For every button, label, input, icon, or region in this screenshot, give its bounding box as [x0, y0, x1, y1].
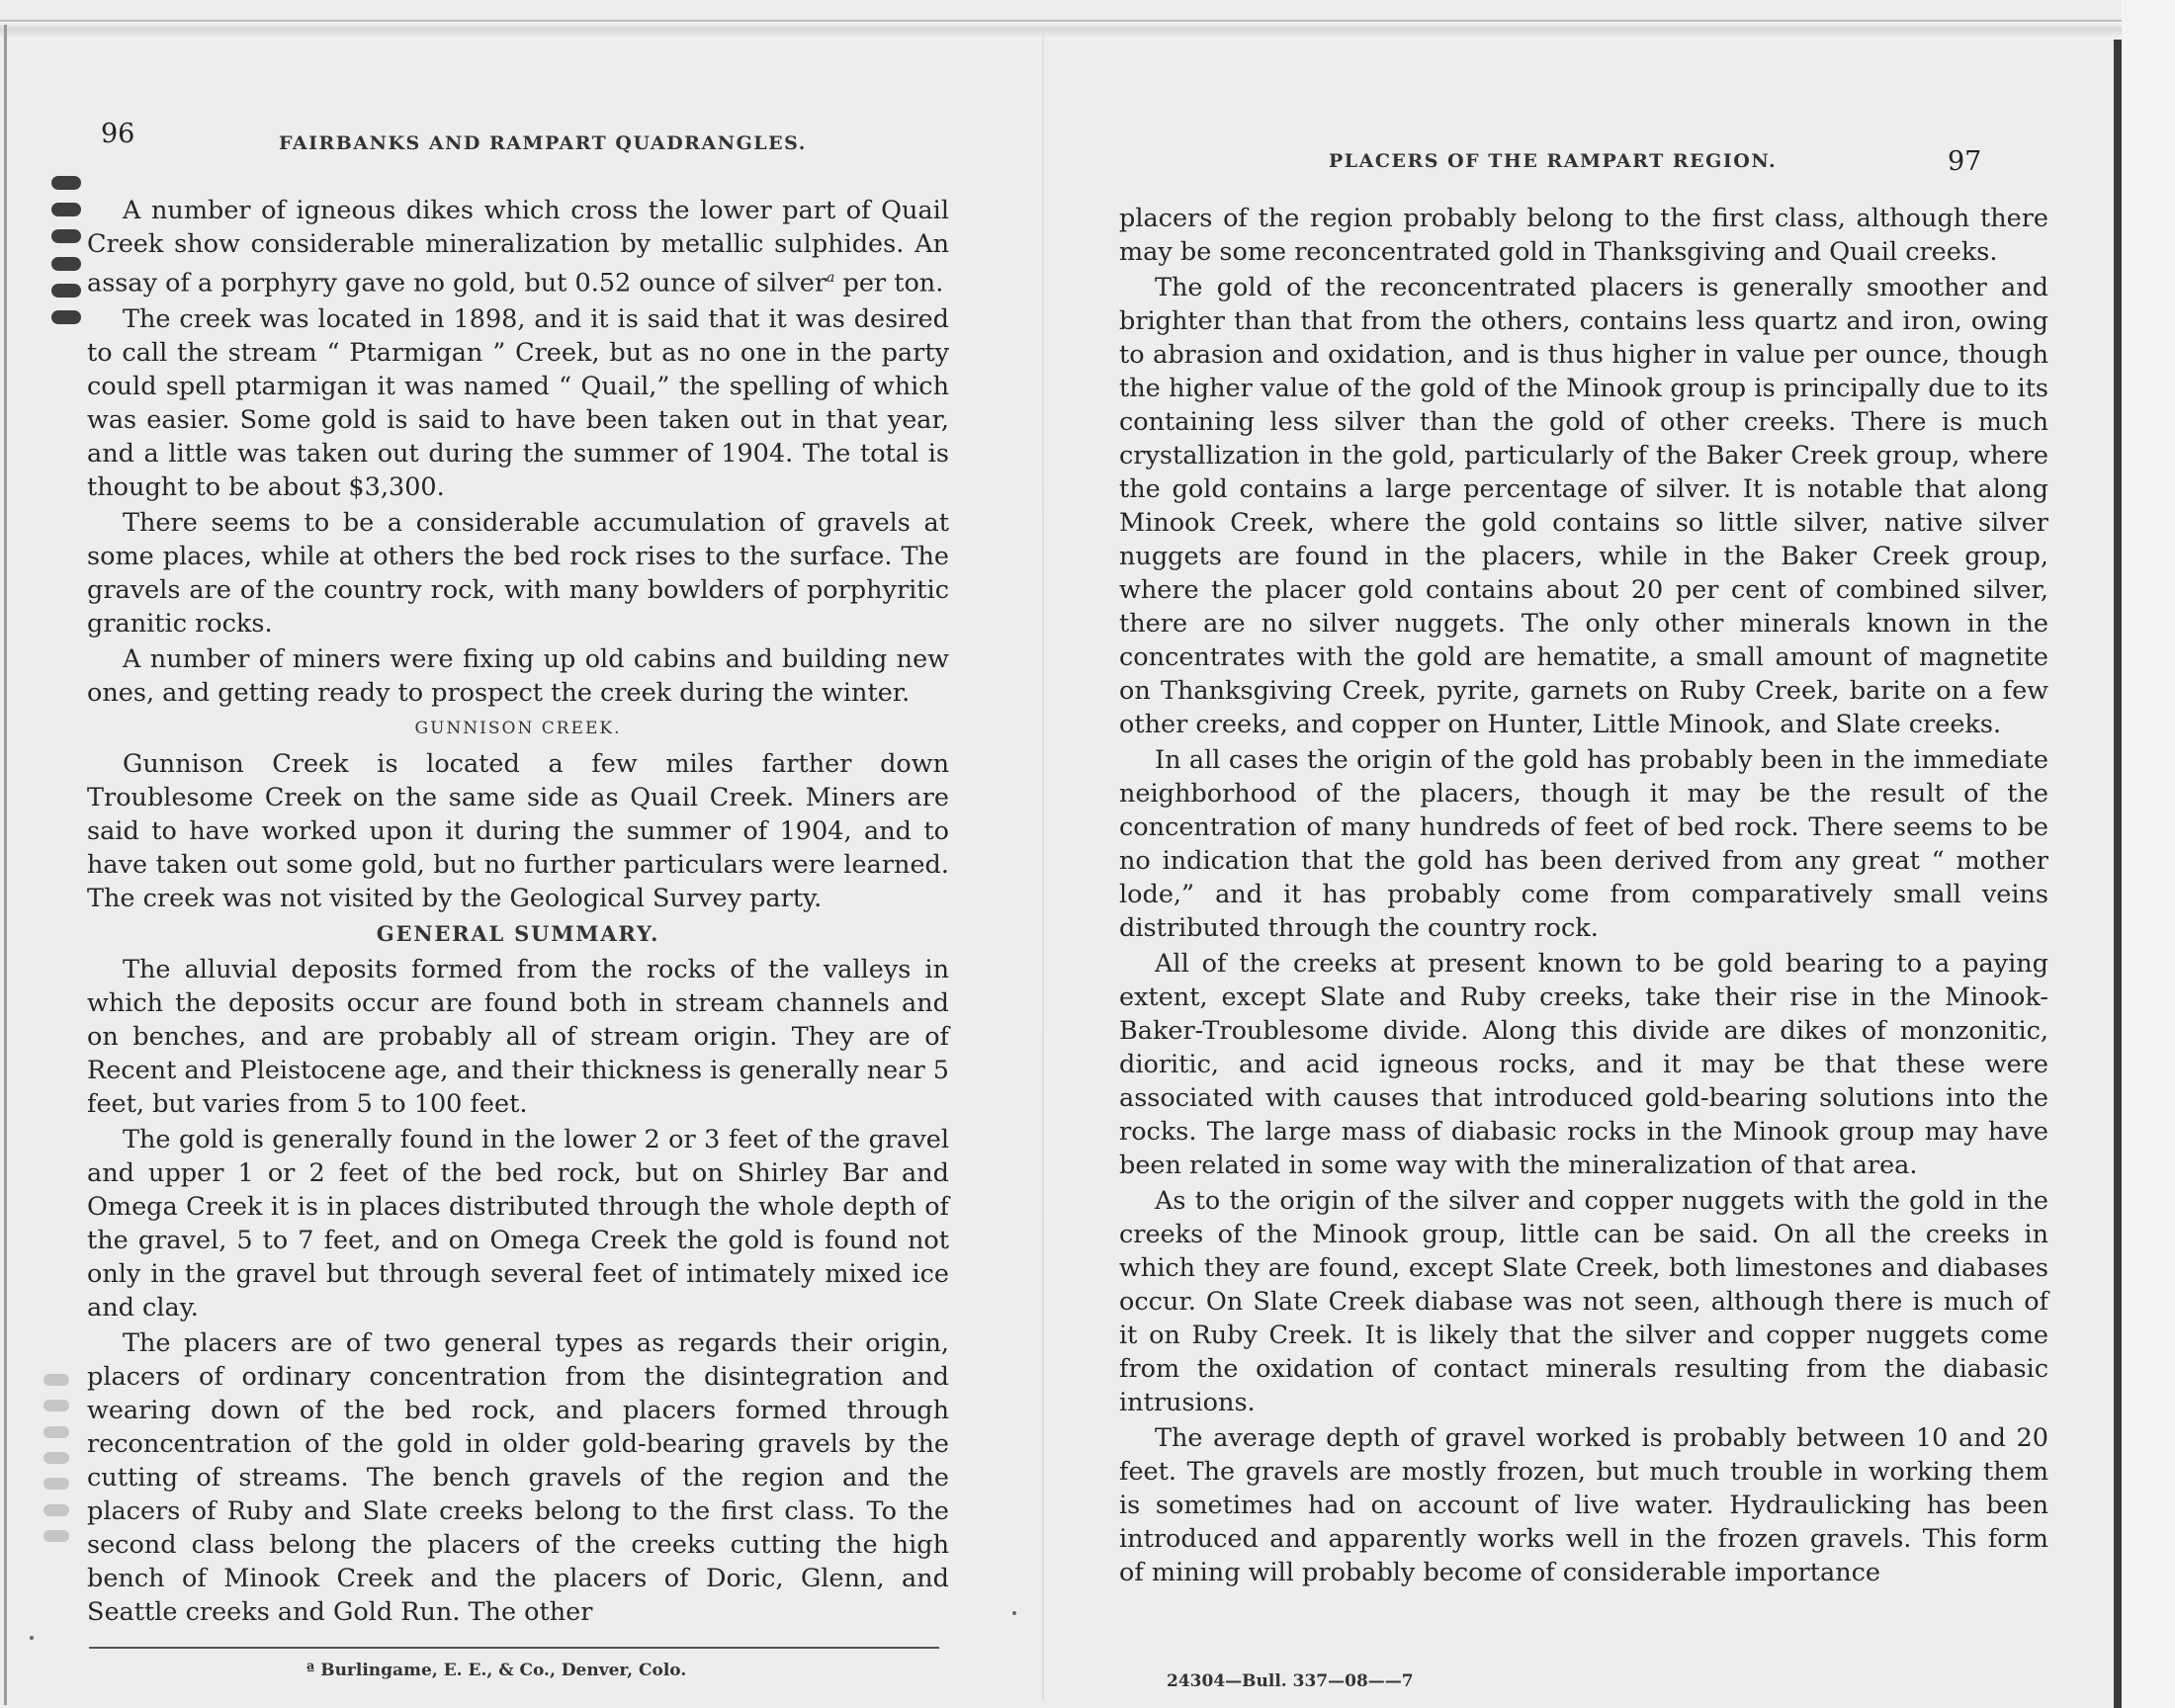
paragraph: All of the creeks at present known to be gold bearing to a paying extent, except Slate and Ruby creeks, take their rise in the Minook-Baker-Troublesome divide. Along this divide are dikes of monzonitic, dioritic, and acid igneous rocks, and it may be that these were associated with causes that introduced gold-bearing solutions into the rocks. The large mass of diabasic rocks in the Minook group may have been related in some way with the mineralization of that area. [1119, 949, 2048, 1180]
footnote-marker: a [826, 270, 835, 286]
paragraph: The placers are of two general types as regards their origin, placers of ordinary concentration from the disintegration and wearing down of the bed rock, and placers formed through reconcentration of the gold in older gold-bearing gravels by the cutting of streams. The bench gravels of the region and the placers of Ruby and Slate creeks belong to the first class. To the second class belong the placers of the creeks cutting the high bench of Minook Creek and the placers of Doric, Glenn, and Seattle creeks and Gold Run. The other [87, 1327, 949, 1627]
scan-speck [1012, 1611, 1016, 1615]
section-heading-gunnison: GUNNISON CREEK. [414, 718, 622, 738]
paragraph-text: A number of igneous dikes which cross the lower part of Quail Creek show considerable mineralization by metallic sulphides. An assay of a porphyry gave no gold, but 0.52 ounce of silver [87, 196, 949, 299]
paragraph: The creek was located in 1898, and it is said that it was desired to call the stream “ Ptarmigan ” Creek, but as no one in the party could spell ptarmigan it was named “ Quail,” the spelling of which was easier. Some gold is said to have been taken out in that year, and a little was taken out during the summer of 1904. The total is thought to be about $3,300. [87, 303, 949, 502]
faint-stamp-mark [44, 1374, 73, 1542]
page-left-edge [4, 25, 7, 1705]
section-heading-summary: GENERAL SUMMARY. [376, 920, 660, 946]
paragraph: The alluvial deposits formed from the rocks of the valleys in which the deposits occur are found both in stream channels and on benches, and are probably all of stream origin. They are of Recent and Pleistocene age, and their thickness is generally near 5 feet, but varies from 5 to 100 feet. [87, 954, 949, 1119]
paragraph: Gunnison Creek is located a few miles farther down Troublesome Creek on the same side as Quail Creek. Miners are said to have worked upon it during the summer of 1904, and to have taken out some gold, but no further particulars were learned. The creek was not visited by the Geological Survey party. [87, 748, 949, 913]
scan-margin [2122, 0, 2175, 1708]
footnote: ª Burlingame, E. E., & Co., Denver, Colo. [306, 1661, 687, 1680]
left-body [87, 194, 949, 1629]
paragraph: A number of miners were fixing up old cabins and building new ones, and getting ready to prospect the creek during the winter. [87, 643, 949, 708]
paragraph-text: per ton. [834, 268, 944, 299]
paragraph: The gold is generally found in the lower 2 or 3 feet of the gravel and upper 1 or 2 feet of the bed rock, but on Shirley Bar and Omega Creek it is in places distributed through the whole depth of the gravel, 5 to 7 feet, and on Omega Creek the gold is found not only in the gravel but through several feet of intimately mixed ice and clay. [87, 1124, 949, 1323]
paragraph [87, 194, 949, 300]
page-right-edge [2114, 40, 2122, 1708]
archive-stamp-mark [51, 176, 91, 324]
page-number: 96 [101, 119, 135, 149]
paragraph: There seems to be a considerable accumulation of gravels at some places, while at others the bed rock rises to the surface. The gravels are of the country rock, with many bowlders of porphyritic granitic rocks. [87, 507, 949, 639]
paragraph: In all cases the origin of the gold has probably been in the immediate neighborhood of the placers, though it may be the result of the concentration of many hundreds of feet of bed rock. There seems to be no indication that the gold has been derived from any great “ mother lode,” and it has probably come from comparatively small veins distributed through the country rock. [1119, 745, 2048, 943]
page-top-edge [0, 20, 2145, 40]
paragraph: The gold of the reconcentrated placers is generally smoother and brighter than that from the others, contains less quartz and iron, owing to abrasion and oxidation, and is thus higher in value per ounce, though the higher value of the gold of the Minook group is principally due to its containing less silver than the gold of other creeks. There is much crystallization in the gold, particularly of the Baker Creek group, where the gold contains a large percentage of silver. It is notable that along Minook Creek, where the gold contains so little silver, native silver nuggets are found in the placers, while in the Baker Creek group, where the placer gold contains about 20 per cent of combined silver, there are no silver nuggets. The only other minerals known in the concentrates with the gold are hematite, a small amount of magnetite on Thanksgiving Creek, pyrite, garnets on Ruby Creek, barite on a few other creeks, and copper on Hunter, Little Minook, and Slate creeks. [1119, 273, 2048, 739]
running-head: PLACERS OF THE RAMPART REGION. [1329, 150, 1778, 172]
footnote-rule [89, 1647, 939, 1649]
paragraph: As to the origin of the silver and copper nuggets with the gold in the creeks of the Minook group, little can be said. On all the creeks in which they are found, except Slate Creek, both limestones and diabases occur. On Slate Creek diabase was not seen, although there is much of it on Ruby Creek. It is likely that the silver and copper nuggets come from the oxidation of contact minerals resulting from the diabasic intrusions. [1119, 1186, 2048, 1417]
running-head: FAIRBANKS AND RAMPART QUADRANGLES. [279, 132, 807, 154]
page-number: 97 [1948, 146, 1982, 177]
signature-line: 24304—Bull. 337—08——7 [1167, 1671, 1414, 1691]
paragraph: The average depth of gravel worked is probably between 10 and 20 feet. The gravels are mostly frozen, but much trouble in working them is sometimes had on account of live water. Hydraulicking has been introduced and apparently works well in the frozen gravels. This form of mining will probably become of considerable importance [1119, 1423, 2048, 1587]
right-body [1119, 202, 2048, 1589]
scan-speck [30, 1636, 34, 1640]
paragraph: placers of the region probably belong to the first class, although there may be some reconcentrated gold in Thanksgiving and Quail creeks. [1119, 204, 2048, 267]
book-gutter [1042, 30, 1044, 1700]
